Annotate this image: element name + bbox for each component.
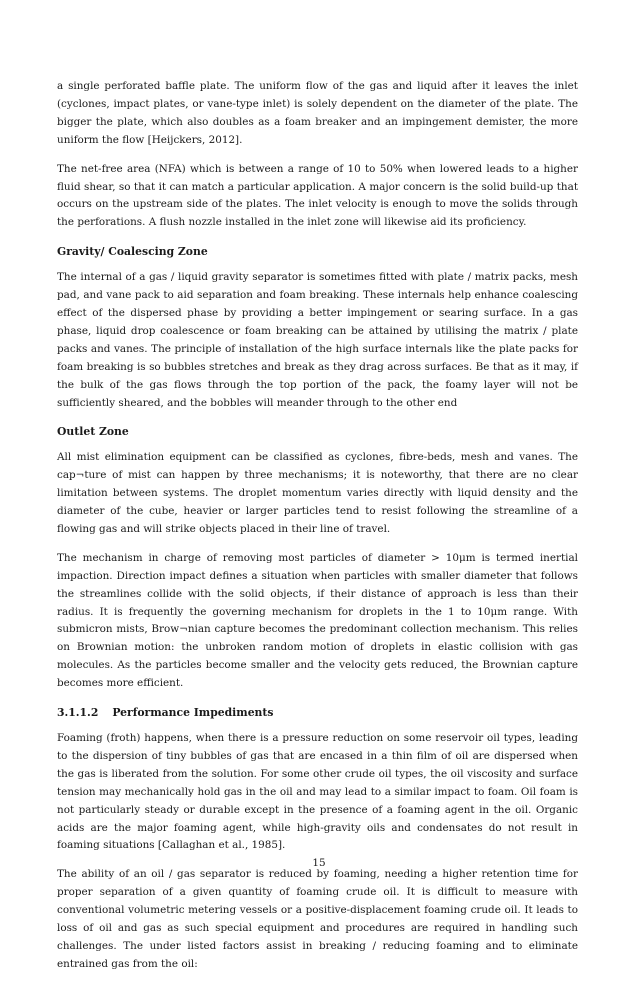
section-number: 3.1.1.2 [57, 706, 99, 720]
heading-outlet-zone: Outlet Zone [57, 425, 129, 439]
paragraph-inlet-2: The net-free area (NFA) which is between a range of 10 to 50% when lowered leads to a higher fluid shear, so that it can match a particular application. A major concern is the solid build-up that occurs on the upstream side of the plates. The inlet velocity is enough to move the solids through the perforations. A flush nozzle installed in the inlet zone will likewise aid its proficiency. [57, 162, 578, 229]
paragraph-performance-1: Foaming (froth) happens, when there is a pressure reduction on some reservoir oil types, leading to the dispersion of tiny bubbles of gas that are encased in a thin film of oil are dispersed when the gas is liberated from the solution. For some other crude oil types, the oil viscosity and surface tension may mechanically hold gas in the oil and may lead to a similar impact to foam. Oil foam is not particularly steady or durable except in the presence of a foaming agent in the oil. Organic acids are the major foaming agent, while high-gravity oils and condensates do not result in foaming situations [Callaghan et al., 1985]. [57, 732, 578, 852]
section-title: Performance Impediments [112, 706, 274, 720]
paragraph-outlet-2: The mechanism in charge of removing most particles of diameter > 10μm is termed inertial impaction. Direction impact defines a situation when particles with smaller diameter that follows the streamlines collide with the solid objects, if their distance of approach is less than their radius. It is frequently the governing mechanism for droplets in the 1 to 10μm range. With submicron mists, Brow¬nian capture becomes the predominant collection mechanism. This relies on Brownian motion: the unbroken random motion of droplets in elastic collision with gas molecules. As the particles become smaller and the velocity gets reduced, the Brownian capture becomes more efficient. [57, 551, 578, 690]
paragraph-inlet-1: a single perforated baffle plate. The uniform flow of the gas and liquid after it leaves the inlet (cyclones, impact plates, or vane-type inlet) is solely dependent on the diameter of the plate. The bigger the plate, which also doubles as a foam breaker and an impingement demister, the more uniform the flow [Heijckers, 2012]. [57, 80, 578, 146]
heading-gravity-coalescing-zone: Gravity/ Coalescing Zone [57, 245, 208, 259]
paragraph-outlet-1: All mist elimination equipment can be classified as cyclones, fibre-beds, mesh and vanes. The cap¬ture of mist can happen by three mechanisms; it is noteworthy, that there are no clear limitation between systems. The droplet momentum varies directly with liquid density and the diameter of the cube, heavier or larger particles tend to resist following the streamline of a flowing gas and will strike objects placed in their line of travel. [57, 451, 578, 535]
page-number: 15 [312, 857, 326, 869]
heading-performance-impediments [57, 704, 578, 722]
paragraph-gravity-1: The internal of a gas / liquid gravity separator is sometimes fitted with plate / matrix packs, mesh pad, and vane pack to aid separation and foam breaking. These internals help enhance coalescing effect of the dispersed phase by providing a better impingement or searing surface. In a gas phase, liquid drop coalescence or foam breaking can be attained by utilising the matrix / plate packs and vanes. The principle of installation of the high surface internals like the plate packs for foam breaking is so bubbles stretches and break as they drag across surfaces. Be that as it may, if the bulk of the gas flows through the top portion of the pack, the foamy layer will not be sufficiently sheared, and the bobbles will meander through to the other end [57, 271, 578, 409]
page-body [57, 78, 578, 985]
paragraph-performance-2: The ability of an oil / gas separator is reduced by foaming, needing a higher retention time for proper separation of a given quantity of foaming crude oil. It is difficult to measure with conventional volumetric metering vessels or a positive-displacement foaming crude oil. It leads to loss of oil and gas as such special equipment and procedures are required in handling such challenges. The under listed factors assist in breaking / reducing foaming and to eliminate entrained gas from the oil: [57, 868, 578, 970]
